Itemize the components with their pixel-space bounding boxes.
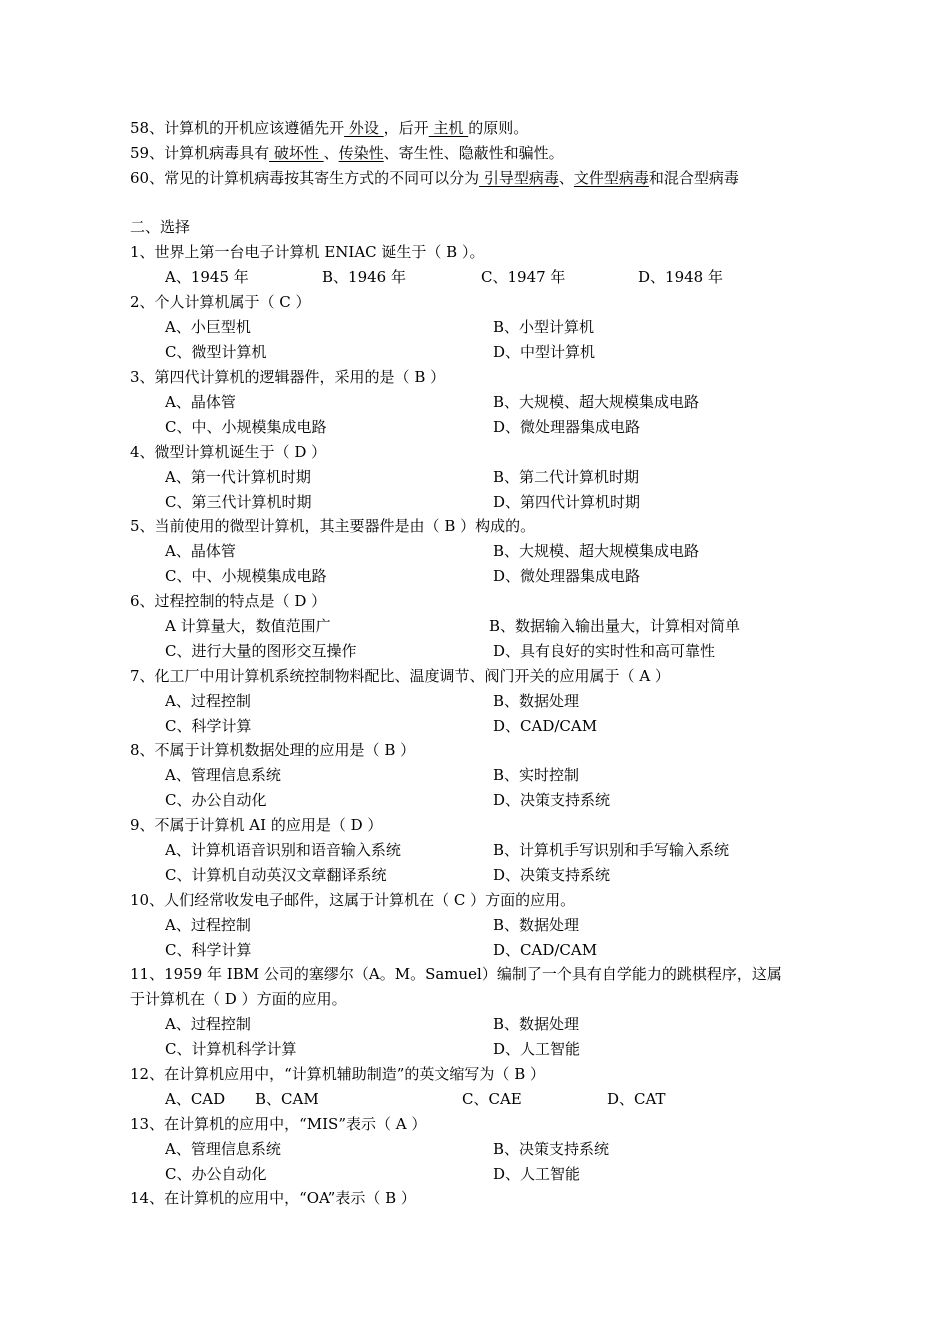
option-c: C、1947 年 <box>481 268 566 286</box>
answer-blank: 引导型病毒 <box>479 169 559 187</box>
answer-blank: 破坏性 <box>269 144 324 162</box>
option-d: D、CAD/CAM <box>493 717 598 735</box>
question-text: 的原则。 <box>468 119 529 137</box>
option-a: A、第一代计算机时期 <box>165 468 311 486</box>
option-a: A、晶体管 <box>165 393 236 411</box>
answer-blank: 外设 <box>344 119 384 137</box>
option-d: D、微处理器集成电路 <box>493 418 641 436</box>
option-b: B、大规模、超大规模集成电路 <box>493 393 700 411</box>
option-c: C、进行大量的图形交互操作 <box>165 642 357 660</box>
answer-blank: 主机 <box>428 119 469 137</box>
question-text: 60、常见的计算机病毒按其寄生方式的不同可以分为 <box>130 169 480 187</box>
option-c: C、CAE <box>462 1090 522 1108</box>
option-a: A、过程控制 <box>165 916 251 934</box>
question-text: 、 <box>323 144 339 162</box>
option-d: D、中型计算机 <box>493 343 596 361</box>
option-a: A、晶体管 <box>165 542 236 560</box>
question-text: 、寄生性、隐蔽性和骗性。 <box>383 144 564 162</box>
question-text: 58、计算机的开机应该遵循先开 <box>130 119 345 137</box>
fill-question-60 <box>130 168 739 188</box>
option-b: B、大规模、超大规模集成电路 <box>493 542 700 560</box>
option-b: B、CAM <box>255 1090 319 1108</box>
question-text: ，后开 <box>383 119 429 137</box>
question-stem: 3、第四代计算机的逻辑器件，采用的是（ B ） <box>130 368 446 386</box>
option-d: D、人工智能 <box>493 1040 581 1058</box>
question-text: 、 <box>558 169 574 187</box>
option-b: B、计算机手写识别和手写输入系统 <box>493 841 730 859</box>
option-a: A、管理信息系统 <box>165 1140 281 1158</box>
question-stem-continued: 于计算机在（ D ）方面的应用。 <box>130 990 347 1008</box>
option-c: C、微型计算机 <box>165 343 267 361</box>
question-text: 和混合型病毒 <box>648 169 739 187</box>
question-stem: 5、当前使用的微型计算机，其主要器件是由（ B ）构成的。 <box>130 517 536 535</box>
section-title: 二、选择 <box>130 218 191 236</box>
option-c: C、中、小规模集成电路 <box>165 418 327 436</box>
option-b: B、第二代计算机时期 <box>493 468 640 486</box>
option-d: D、微处理器集成电路 <box>493 567 641 585</box>
question-stem: 11、1959 年 IBM 公司的塞缪尔（A。M。Samuel）编制了一个具有自学能力的跳棋程序，这属 <box>130 965 782 983</box>
option-c: C、计算机科学计算 <box>165 1040 297 1058</box>
option-d: D、决策支持系统 <box>493 791 611 809</box>
option-b: B、1946 年 <box>322 268 406 286</box>
option-a: A、计算机语音识别和语音输入系统 <box>165 841 401 859</box>
option-a: A、小巨型机 <box>165 318 251 336</box>
option-d: D、人工智能 <box>493 1165 581 1183</box>
option-d: D、1948 年 <box>638 268 723 286</box>
option-c: C、中、小规模集成电路 <box>165 567 327 585</box>
question-stem: 14、在计算机的应用中，“OA”表示（ B ） <box>130 1189 416 1207</box>
question-stem: 10、人们经常收发电子邮件，这属于计算机在（ C ）方面的应用。 <box>130 891 576 909</box>
option-b: B、实时控制 <box>493 766 580 784</box>
question-stem: 7、化工厂中用计算机系统控制物料配比、温度调节、阀门开关的应用属于（ A ） <box>130 667 670 685</box>
option-b: B、数据处理 <box>493 1015 580 1033</box>
option-a: A、过程控制 <box>165 692 251 710</box>
option-d: D、决策支持系统 <box>493 866 611 884</box>
answer-blank: 文件型病毒 <box>573 169 649 187</box>
option-b: B、数据处理 <box>493 692 580 710</box>
option-a: A、过程控制 <box>165 1015 251 1033</box>
option-a: A、CAD <box>165 1090 226 1108</box>
option-c: C、第三代计算机时期 <box>165 493 312 511</box>
option-d: D、第四代计算机时期 <box>493 493 641 511</box>
question-stem: 13、在计算机的应用中，“MIS”表示（ A ） <box>130 1115 427 1133</box>
question-text: 59、计算机病毒具有 <box>130 144 270 162</box>
option-b: B、数据处理 <box>493 916 580 934</box>
option-b: B、小型计算机 <box>493 318 595 336</box>
fill-question-59 <box>130 143 564 163</box>
option-d: D、具有良好的实时性和高可靠性 <box>493 642 716 660</box>
question-stem: 6、过程控制的特点是（ D ） <box>130 592 327 610</box>
question-stem: 12、在计算机应用中，“计算机辅助制造”的英文缩写为（ B ） <box>130 1065 545 1083</box>
question-stem: 4、微型计算机诞生于（ D ） <box>130 443 327 461</box>
option-d: D、CAT <box>607 1090 666 1108</box>
option-c: C、办公自动化 <box>165 1165 267 1183</box>
option-c: C、科学计算 <box>165 717 252 735</box>
option-c: C、计算机自动英汉文章翻译系统 <box>165 866 387 884</box>
question-stem: 2、个人计算机属于（ C ） <box>130 293 311 311</box>
question-stem: 1、世界上第一台电子计算机 ENIAC 诞生于（ B ）。 <box>130 243 485 261</box>
fill-question-58 <box>130 118 528 138</box>
option-c: C、办公自动化 <box>165 791 267 809</box>
question-stem: 9、不属于计算机 AI 的应用是（ D ） <box>130 816 383 834</box>
option-a: A、1945 年 <box>165 268 249 286</box>
option-c: C、科学计算 <box>165 941 252 959</box>
option-d: D、CAD/CAM <box>493 941 598 959</box>
option-b: B、数据输入输出量大，计算相对简单 <box>489 617 741 635</box>
answer-blank: 传染性 <box>338 144 384 162</box>
question-stem: 8、不属于计算机数据处理的应用是（ B ） <box>130 741 416 759</box>
option-b: B、决策支持系统 <box>493 1140 610 1158</box>
option-a: A 计算量大，数值范围广 <box>165 617 331 635</box>
option-a: A、管理信息系统 <box>165 766 281 784</box>
